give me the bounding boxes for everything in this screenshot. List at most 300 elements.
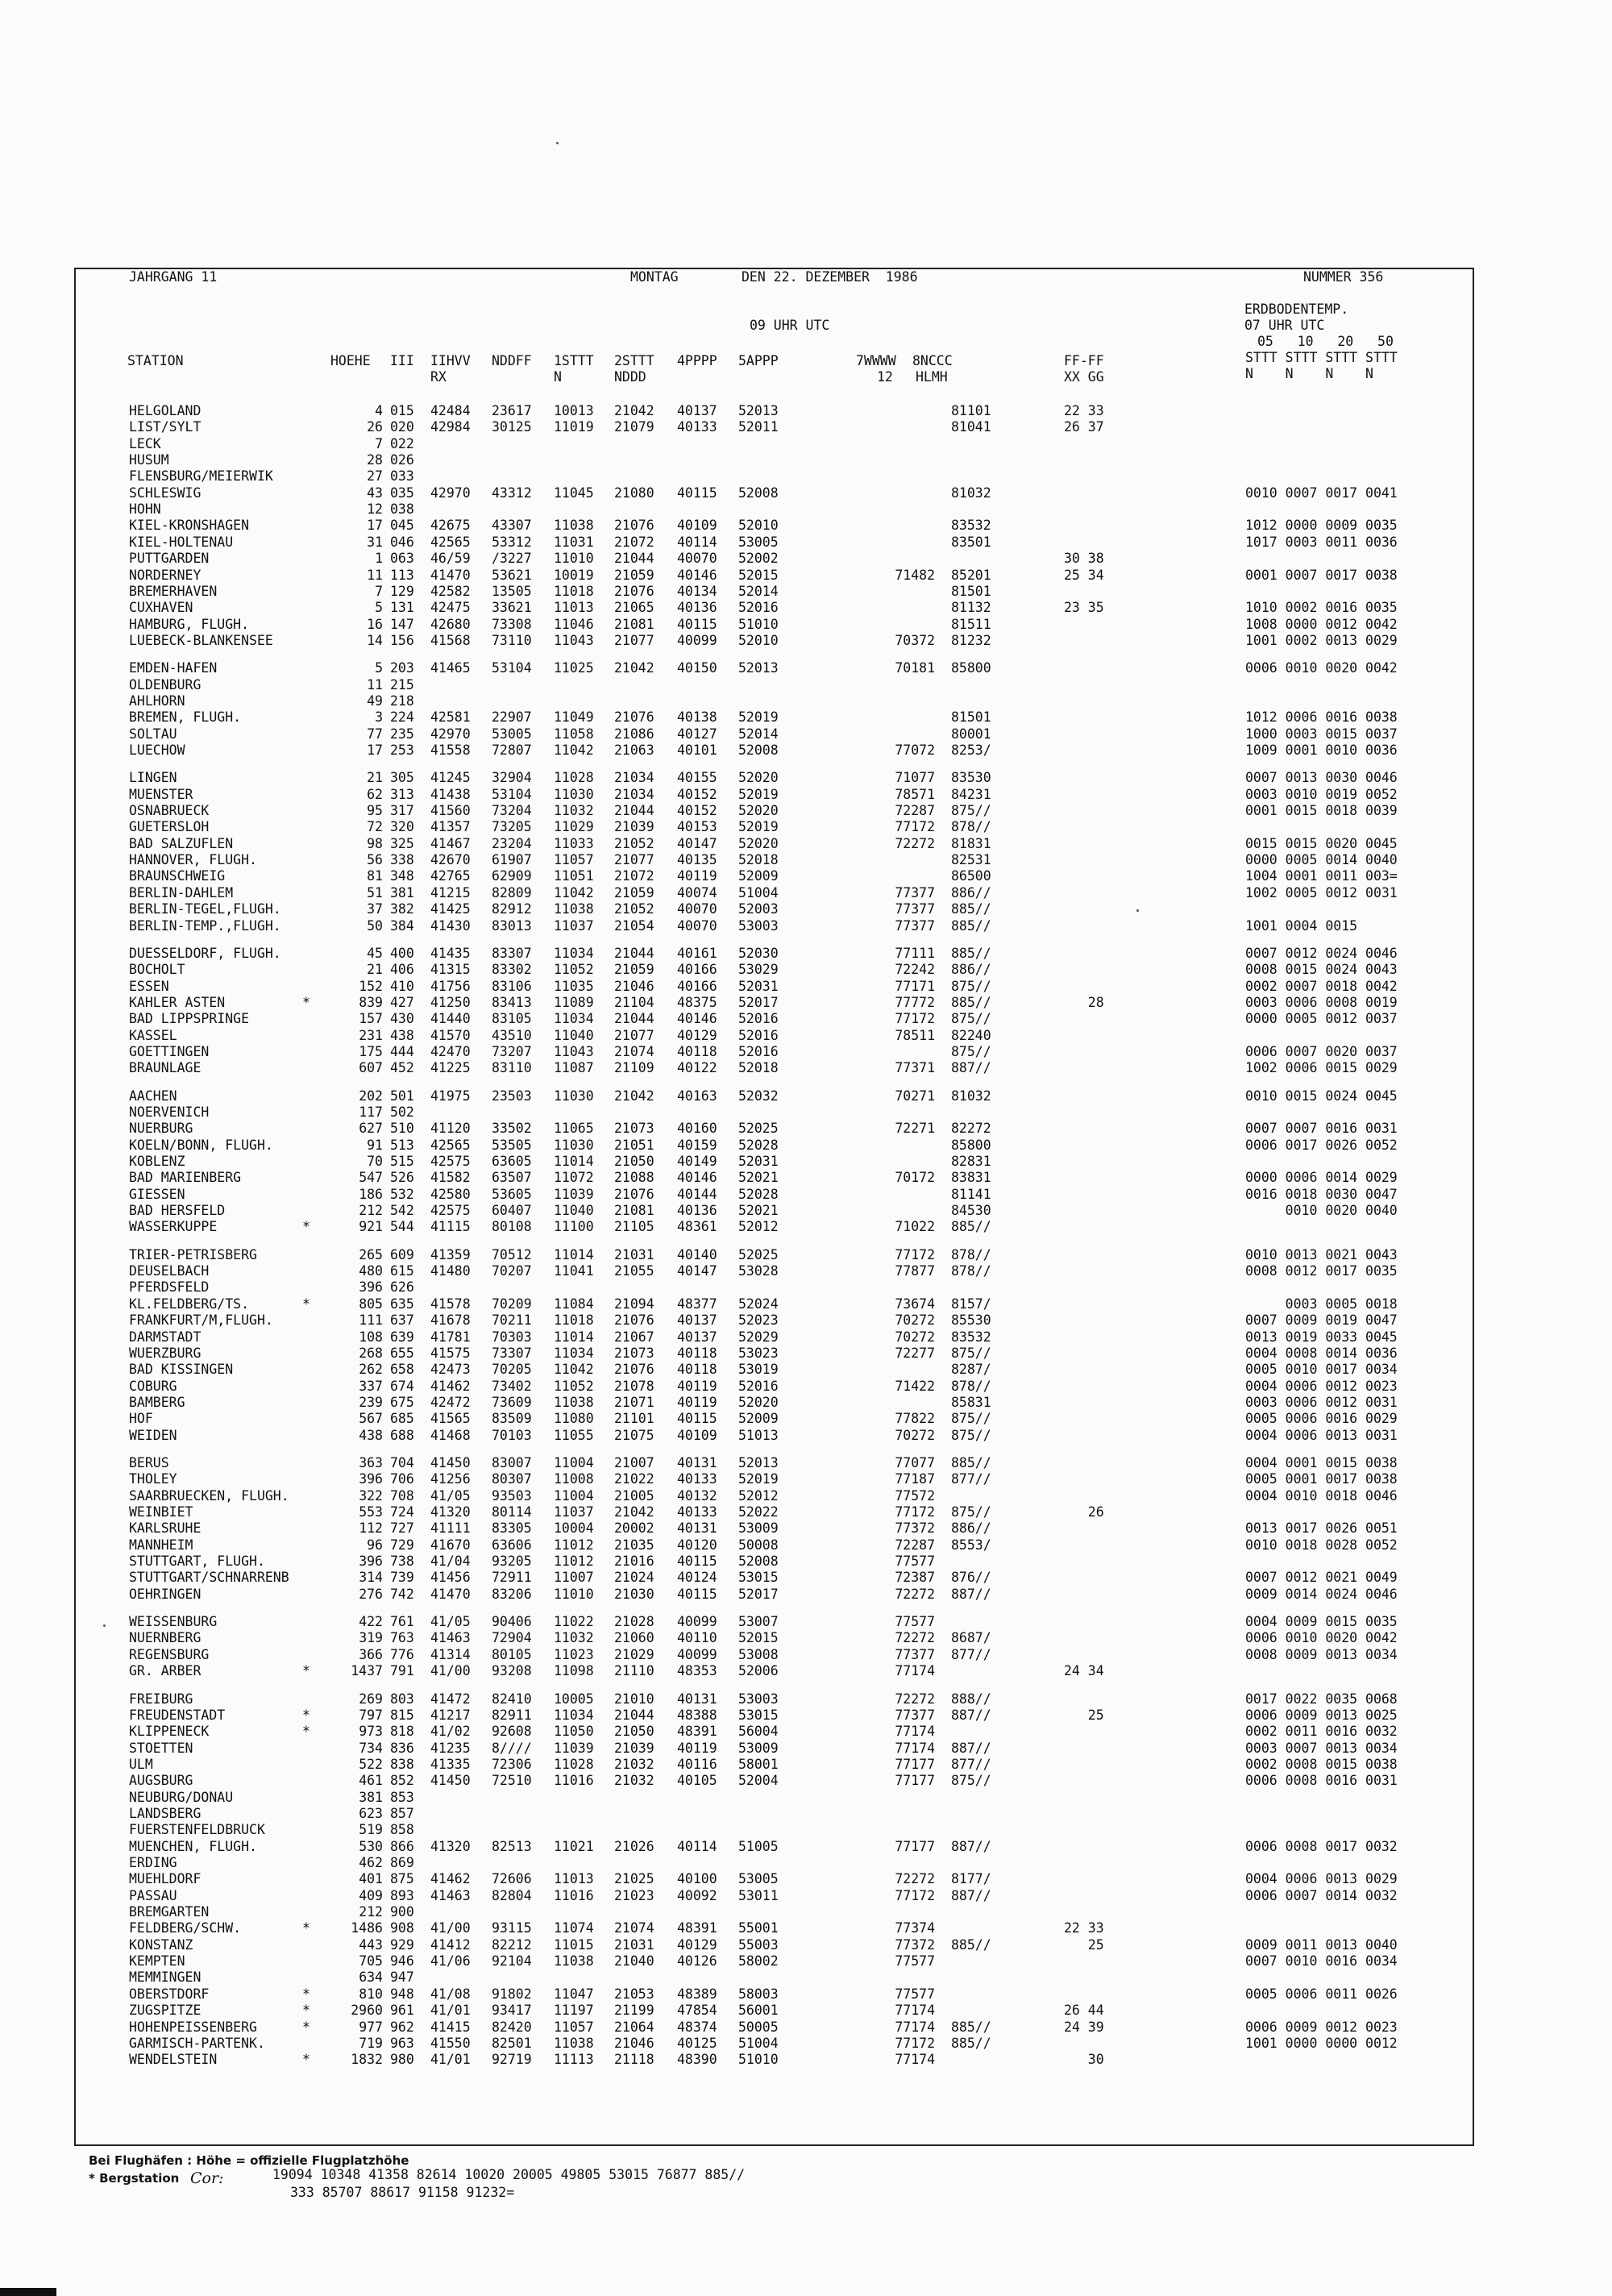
- weather-group: 71077: [895, 770, 935, 785]
- temp-group: 11100: [554, 1219, 594, 1234]
- cloud-group: 886//: [951, 1520, 991, 1536]
- earth-temp-group: 0010 0015 0024 0045: [1245, 1088, 1398, 1104]
- station-height: 14: [367, 633, 383, 648]
- dewpoint-group: 21075: [614, 1428, 654, 1443]
- tendency-group: 53029: [738, 962, 779, 977]
- pressure-group: 48353: [677, 1663, 717, 1678]
- pressure-group: 40135: [677, 852, 717, 867]
- weather-group: 77177: [895, 1839, 935, 1854]
- temp-group: 11010: [554, 1587, 594, 1602]
- pressure-group: 40070: [677, 901, 717, 917]
- iihvv-group: 41359: [430, 1247, 471, 1262]
- station-index: 948: [390, 1986, 414, 2002]
- cloud-group: 886//: [951, 962, 991, 977]
- weather-group: 78511: [895, 1028, 935, 1043]
- tendency-group: 52019: [738, 819, 779, 834]
- cloud-group: 8157/: [951, 1296, 991, 1312]
- earth-temp-group: 1008 0000 0012 0042: [1245, 617, 1398, 632]
- iihvv-group: 41438: [430, 787, 471, 802]
- cloud-group: 8287/: [951, 1362, 991, 1377]
- pressure-group: 40146: [677, 1170, 717, 1185]
- pressure-group: 40146: [677, 1011, 717, 1026]
- earth-temp-group: 0010 0018 0028 0052: [1245, 1537, 1398, 1553]
- sub-nddd: NDDD: [614, 369, 646, 385]
- tendency-group: 52016: [738, 1379, 779, 1394]
- station-index: 020: [390, 419, 414, 435]
- iihvv-group: 41235: [430, 1741, 471, 1756]
- iihvv-group: 41582: [430, 1170, 471, 1185]
- tendency-group: 53008: [738, 1647, 779, 1662]
- iihvv-group: 41/08: [430, 1986, 471, 2002]
- iihvv-group: 41425: [430, 901, 471, 917]
- pressure-group: 40115: [677, 1587, 717, 1602]
- cloud-group: 81141: [951, 1187, 991, 1202]
- pressure-group: 40144: [677, 1187, 717, 1202]
- pressure-group: 40133: [677, 1471, 717, 1487]
- pressure-group: 40120: [677, 1537, 717, 1553]
- cloud-group: 887//: [951, 1587, 991, 1602]
- station-index: 803: [390, 1691, 414, 1707]
- station-name: FREUDENSTADT: [129, 1707, 226, 1723]
- dewpoint-group: 21071: [614, 1395, 654, 1410]
- earth-temp-group: 1010 0002 0016 0035: [1245, 600, 1398, 615]
- station-height: 111: [359, 1312, 383, 1328]
- station-name: AACHEN: [129, 1088, 177, 1104]
- pressure-group: 40099: [677, 633, 717, 648]
- nddff-group: 43307: [492, 518, 532, 533]
- station-height: 28: [367, 452, 383, 468]
- station-name: STUTTGART, FLUGH.: [129, 1554, 265, 1569]
- station-height: 91: [367, 1138, 383, 1153]
- nddff-group: 73205: [492, 819, 532, 834]
- temp-group: 11035: [554, 979, 594, 994]
- dewpoint-group: 21060: [614, 1630, 654, 1645]
- pressure-group: 48374: [677, 2019, 717, 2035]
- station-index: 406: [390, 962, 414, 977]
- earth-temp-group: 0004 0006 0013 0029: [1245, 1871, 1398, 1886]
- station-index: 763: [390, 1630, 414, 1645]
- temp-group: 11014: [554, 1154, 594, 1169]
- col-nddff: NDDFF: [492, 353, 532, 368]
- iihvv-group: 41456: [430, 1570, 471, 1585]
- temp-group: 11034: [554, 1011, 594, 1026]
- station-height: 921: [359, 1219, 383, 1234]
- station-index: 501: [390, 1088, 414, 1104]
- pressure-group: 40119: [677, 1379, 717, 1394]
- iihvv-group: 41558: [430, 742, 471, 758]
- station-index: 761: [390, 1614, 414, 1629]
- nddff-group: 53621: [492, 568, 532, 583]
- tendency-group: 52015: [738, 1630, 779, 1645]
- station-height: 443: [359, 1937, 383, 1953]
- earth-temp-group: 0002 0011 0016 0032: [1245, 1724, 1398, 1739]
- cloud-group: 885//: [951, 2036, 991, 2051]
- station-name: HOHN: [129, 501, 161, 517]
- iihvv-group: 41568: [430, 633, 471, 648]
- nddff-group: 90406: [492, 1614, 532, 1629]
- station-height: 522: [359, 1757, 383, 1772]
- pressure-group: 40092: [677, 1888, 717, 1903]
- nddff-group: 73609: [492, 1395, 532, 1410]
- scan-speck: [1136, 909, 1139, 912]
- cloud-group: 875//: [951, 1411, 991, 1426]
- earth-temp-group: 1001 0002 0013 0029: [1245, 633, 1398, 648]
- tendency-group: 52028: [738, 1138, 779, 1153]
- station-height: 530: [359, 1839, 383, 1854]
- iihvv-group: 42670: [430, 852, 471, 867]
- station-name: HELGOLAND: [129, 403, 202, 418]
- station-name: KAHLER ASTEN: [129, 995, 226, 1010]
- temp-group: 11028: [554, 770, 594, 785]
- station-name: KOBLENZ: [129, 1154, 185, 1169]
- earth-temp-group: 0004 0008 0014 0036: [1245, 1346, 1398, 1361]
- pressure-group: 40099: [677, 1614, 717, 1629]
- station-height: 50: [367, 918, 383, 934]
- pressure-group: 47854: [677, 2003, 717, 2018]
- temp-group: 11007: [554, 1570, 594, 1585]
- cloud-group: 876//: [951, 1570, 991, 1585]
- earth-temp-group: 0006 0009 0012 0023: [1245, 2019, 1398, 2035]
- tendency-group: 53005: [738, 1871, 779, 1886]
- temp-group: 11037: [554, 918, 594, 934]
- weather-group: 77371: [895, 1060, 935, 1075]
- weather-group: 71422: [895, 1379, 935, 1394]
- station-height: 17: [367, 742, 383, 758]
- station-index: 704: [390, 1455, 414, 1470]
- dewpoint-group: 21042: [614, 660, 654, 676]
- station-index: 858: [390, 1822, 414, 1837]
- cloud-group: 82240: [951, 1028, 991, 1043]
- nddff-group: 82911: [492, 1707, 532, 1723]
- station-height: 719: [359, 2036, 383, 2051]
- nddff-group: 53005: [492, 726, 532, 742]
- cloud-group: 85530: [951, 1312, 991, 1328]
- station-name: AHLHORN: [129, 693, 185, 709]
- col-5appp: 5APPP: [738, 353, 779, 368]
- col-ff: FF-FF: [1064, 353, 1104, 368]
- iihvv-group: 42565: [430, 534, 471, 550]
- weather-group: 77174: [895, 1663, 935, 1678]
- station-height: 265: [359, 1247, 383, 1262]
- earth-temp-group: 0010 0007 0017 0041: [1245, 485, 1398, 501]
- iihvv-group: 42675: [430, 518, 471, 533]
- station-name: MUEHLDORF: [129, 1871, 202, 1886]
- temp-group: 10019: [554, 568, 594, 583]
- tendency-group: 58002: [738, 1953, 779, 1969]
- mountain-marker: *: [302, 2052, 310, 2067]
- station-index: 655: [390, 1346, 414, 1361]
- tendency-group: 52022: [738, 1504, 779, 1520]
- earth-temp-group: 0007 0012 0021 0049: [1245, 1570, 1398, 1585]
- station-index: 510: [390, 1121, 414, 1136]
- pressure-group: 40074: [677, 885, 717, 901]
- weather-group: 77172: [895, 1011, 935, 1026]
- earth-temp-group: 0003 0006 0012 0031: [1245, 1395, 1398, 1410]
- dewpoint-group: 21076: [614, 1362, 654, 1377]
- nddff-group: 80108: [492, 1219, 532, 1234]
- station-height: 11: [367, 677, 383, 693]
- temp-group: 11039: [554, 1741, 594, 1756]
- nddff-group: 82420: [492, 2019, 532, 2035]
- pressure-group: 40119: [677, 868, 717, 884]
- iihvv-group: 42970: [430, 485, 471, 501]
- gust-group: 26: [1064, 1504, 1104, 1520]
- pressure-group: 40118: [677, 1362, 717, 1377]
- cloud-group: 877//: [951, 1471, 991, 1487]
- tendency-group: 52021: [738, 1170, 779, 1185]
- cloud-group: 885//: [951, 995, 991, 1010]
- dewpoint-group: 21039: [614, 1741, 654, 1756]
- nddff-group: 82809: [492, 885, 532, 901]
- station-height: 276: [359, 1587, 383, 1602]
- tendency-group: 53023: [738, 1346, 779, 1361]
- station-height: 212: [359, 1203, 383, 1218]
- station-height: 45: [367, 946, 383, 961]
- weather-group: 78571: [895, 787, 935, 802]
- station-index: 729: [390, 1537, 414, 1553]
- station-index: 961: [390, 2003, 414, 2018]
- station-height: 77: [367, 726, 383, 742]
- dewpoint-group: 21023: [614, 1888, 654, 1903]
- cloud-group: 8177/: [951, 1871, 991, 1886]
- station-name: TRIER-PETRISBERG: [129, 1247, 257, 1262]
- station-height: 98: [367, 836, 383, 851]
- earth-temp-group: 0004 0010 0018 0046: [1245, 1488, 1398, 1504]
- station-name: KLIPPENECK: [129, 1724, 210, 1739]
- pressure-group: 40099: [677, 1647, 717, 1662]
- station-height: 81: [367, 868, 383, 884]
- nddff-group: 83105: [492, 1011, 532, 1026]
- station-height: 117: [359, 1104, 383, 1120]
- station-index: 129: [390, 584, 414, 599]
- station-name: BAMBERG: [129, 1395, 185, 1410]
- station-name: BRAUNSCHWEIG: [129, 868, 226, 884]
- weather-group: 77172: [895, 819, 935, 834]
- pressure-group: 40136: [677, 600, 717, 615]
- nddff-group: 32904: [492, 770, 532, 785]
- pressure-group: 40105: [677, 1773, 717, 1788]
- station-name: CUXHAVEN: [129, 600, 193, 615]
- dewpoint-group: 21059: [614, 885, 654, 901]
- tendency-group: 51010: [738, 2052, 779, 2067]
- weather-group: 77174: [895, 1724, 935, 1739]
- pressure-group: 40070: [677, 918, 717, 934]
- station-height: 56: [367, 852, 383, 867]
- nddff-group: 83013: [492, 918, 532, 934]
- iihvv-group: 41465: [430, 660, 471, 676]
- tendency-group: 58003: [738, 1986, 779, 2002]
- temp-group: 11043: [554, 1044, 594, 1059]
- nddff-group: 83106: [492, 979, 532, 994]
- station-height: 175: [359, 1044, 383, 1059]
- dewpoint-group: 21076: [614, 1312, 654, 1328]
- correction-line-2: 333 85707 88617 91158 91232=: [290, 2185, 515, 2200]
- temp-group: 11080: [554, 1411, 594, 1426]
- pressure-group: 40129: [677, 1028, 717, 1043]
- pressure-group: 40131: [677, 1691, 717, 1707]
- station-name: GOETTINGEN: [129, 1044, 210, 1059]
- tendency-group: 52009: [738, 1411, 779, 1426]
- earth-temp-group: 0002 0008 0015 0038: [1245, 1757, 1398, 1772]
- cloud-group: 85800: [951, 1138, 991, 1153]
- nddff-group: 70207: [492, 1263, 532, 1279]
- station-height: 12: [367, 501, 383, 517]
- earth-temp-group: 0007 0009 0019 0047: [1245, 1312, 1398, 1328]
- station-index: 035: [390, 485, 414, 501]
- dewpoint-group: 21105: [614, 1219, 654, 1234]
- earth-temp-group: 0008 0009 0013 0034: [1245, 1647, 1398, 1662]
- cloud-group: 875//: [951, 1011, 991, 1026]
- temp-group: 11049: [554, 709, 594, 725]
- temp-group: 10005: [554, 1691, 594, 1707]
- tendency-group: 52006: [738, 1663, 779, 1678]
- pressure-group: 40122: [677, 1060, 717, 1075]
- dewpoint-group: 21073: [614, 1121, 654, 1136]
- station-index: 739: [390, 1570, 414, 1585]
- iihvv-group: 41335: [430, 1757, 471, 1772]
- col-iii: III: [390, 353, 414, 368]
- station-name: WUERZBURG: [129, 1346, 202, 1361]
- nddff-group: 70209: [492, 1296, 532, 1312]
- station-index: 253: [390, 742, 414, 758]
- station-height: 2960: [351, 2003, 383, 2018]
- iihvv-group: 41468: [430, 1428, 471, 1443]
- tendency-group: 56001: [738, 2003, 779, 2018]
- weather-group: 77822: [895, 1411, 935, 1426]
- cloud-group: 81041: [951, 419, 991, 435]
- tendency-group: 52014: [738, 584, 779, 599]
- pressure-group: 40159: [677, 1138, 717, 1153]
- temp-group: 11012: [554, 1537, 594, 1553]
- dewpoint-group: 21050: [614, 1154, 654, 1169]
- station-height: 607: [359, 1060, 383, 1075]
- pressure-group: 40119: [677, 1395, 717, 1410]
- issue-number: NUMMER 356: [1303, 269, 1384, 285]
- station-index: 947: [390, 1969, 414, 1985]
- station-name: WEISSENBURG: [129, 1614, 218, 1629]
- nddff-group: 80307: [492, 1471, 532, 1487]
- correction-label: Cor:: [190, 2169, 224, 2187]
- temp-group: 11058: [554, 726, 594, 742]
- weather-group: 70172: [895, 1170, 935, 1185]
- station-height: 212: [359, 1904, 383, 1920]
- cloud-group: 83532: [951, 1329, 991, 1345]
- temp-group: 11087: [554, 1060, 594, 1075]
- station-index: 382: [390, 901, 414, 917]
- cloud-group: 875//: [951, 1044, 991, 1059]
- station-index: 022: [390, 436, 414, 451]
- earth-temp-group: 0003 0010 0019 0052: [1245, 787, 1398, 802]
- station-name: BAD HERSFELD: [129, 1203, 226, 1218]
- station-height: 152: [359, 979, 383, 994]
- pressure-group: 40132: [677, 1488, 717, 1504]
- nddff-group: 63605: [492, 1154, 532, 1169]
- station-index: 305: [390, 770, 414, 785]
- nddff-group: 92719: [492, 2052, 532, 2067]
- weather-group: 77072: [895, 742, 935, 758]
- cloud-group: 81032: [951, 485, 991, 501]
- gust-group: 25: [1064, 1707, 1104, 1723]
- weather-group: 73674: [895, 1296, 935, 1312]
- temp-group: 11042: [554, 1362, 594, 1377]
- temp-group: 11025: [554, 660, 594, 676]
- station-index: 946: [390, 1953, 414, 1969]
- earth-temp-group: 1002 0005 0012 0031: [1245, 885, 1398, 901]
- station-height: 1437: [351, 1663, 383, 1678]
- tendency-group: 52003: [738, 901, 779, 917]
- station-height: 11: [367, 568, 383, 583]
- station-index: 875: [390, 1871, 414, 1886]
- scan-edge-mark: [0, 2288, 56, 2296]
- nddff-group: 63507: [492, 1170, 532, 1185]
- tendency-group: 51004: [738, 2036, 779, 2051]
- station-index: 033: [390, 468, 414, 484]
- cloud-group: 877//: [951, 1647, 991, 1662]
- gust-group: 24 34: [1064, 1663, 1104, 1678]
- iihvv-group: 41120: [430, 1121, 471, 1136]
- station-height: 5: [375, 600, 383, 615]
- station-name: OEHRINGEN: [129, 1587, 202, 1602]
- tendency-group: 51004: [738, 885, 779, 901]
- station-name: BREMERHAVEN: [129, 584, 218, 599]
- nddff-group: 83413: [492, 995, 532, 1010]
- cloud-group: 82831: [951, 1154, 991, 1169]
- dewpoint-group: 21029: [614, 1647, 654, 1662]
- earth-temp-group: 0009 0011 0013 0040: [1245, 1937, 1398, 1953]
- station-height: 186: [359, 1187, 383, 1202]
- station-height: 462: [359, 1855, 383, 1870]
- station-name: KOELN/BONN, FLUGH.: [129, 1138, 273, 1153]
- gust-group: 22 33: [1064, 403, 1104, 418]
- pressure-group: 40126: [677, 1953, 717, 1969]
- station-name: NORDERNEY: [129, 568, 202, 583]
- earth-temp-title: ERDBODENTEMP.: [1244, 302, 1349, 317]
- cloud-group: 887//: [951, 1060, 991, 1075]
- station-index: 045: [390, 518, 414, 533]
- dewpoint-group: 21042: [614, 1504, 654, 1520]
- station-name: SOLTAU: [129, 726, 177, 742]
- temp-group: 11004: [554, 1488, 594, 1504]
- station-height: 269: [359, 1691, 383, 1707]
- station-name: PUTTGARDEN: [129, 551, 210, 566]
- earth-temp-group: 0000 0006 0014 0029: [1245, 1170, 1398, 1185]
- station-height: 805: [359, 1296, 383, 1312]
- station-height: 95: [367, 803, 383, 818]
- dewpoint-group: 21032: [614, 1757, 654, 1772]
- dewpoint-group: 21010: [614, 1691, 654, 1707]
- gust-group: 28: [1064, 995, 1104, 1010]
- cloud-group: 887//: [951, 1888, 991, 1903]
- nddff-group: 43312: [492, 485, 532, 501]
- station-index: 685: [390, 1411, 414, 1426]
- station-height: 396: [359, 1471, 383, 1487]
- col-iihvv: IIHVV: [430, 353, 471, 368]
- nddff-group: 92104: [492, 1953, 532, 1969]
- station-height: 1832: [351, 2052, 383, 2067]
- station-name: LECK: [129, 436, 161, 451]
- nddff-group: 93205: [492, 1554, 532, 1569]
- cloud-group: 877//: [951, 1757, 991, 1772]
- nddff-group: 13505: [492, 584, 532, 599]
- tendency-group: 53015: [738, 1707, 779, 1723]
- temp-group: 11019: [554, 419, 594, 435]
- weather-group: 77177: [895, 1757, 935, 1772]
- station-height: 634: [359, 1969, 383, 1985]
- dewpoint-group: 21034: [614, 770, 654, 785]
- temp-group: 11055: [554, 1428, 594, 1443]
- station-index: 224: [390, 709, 414, 725]
- tendency-group: 52013: [738, 403, 779, 418]
